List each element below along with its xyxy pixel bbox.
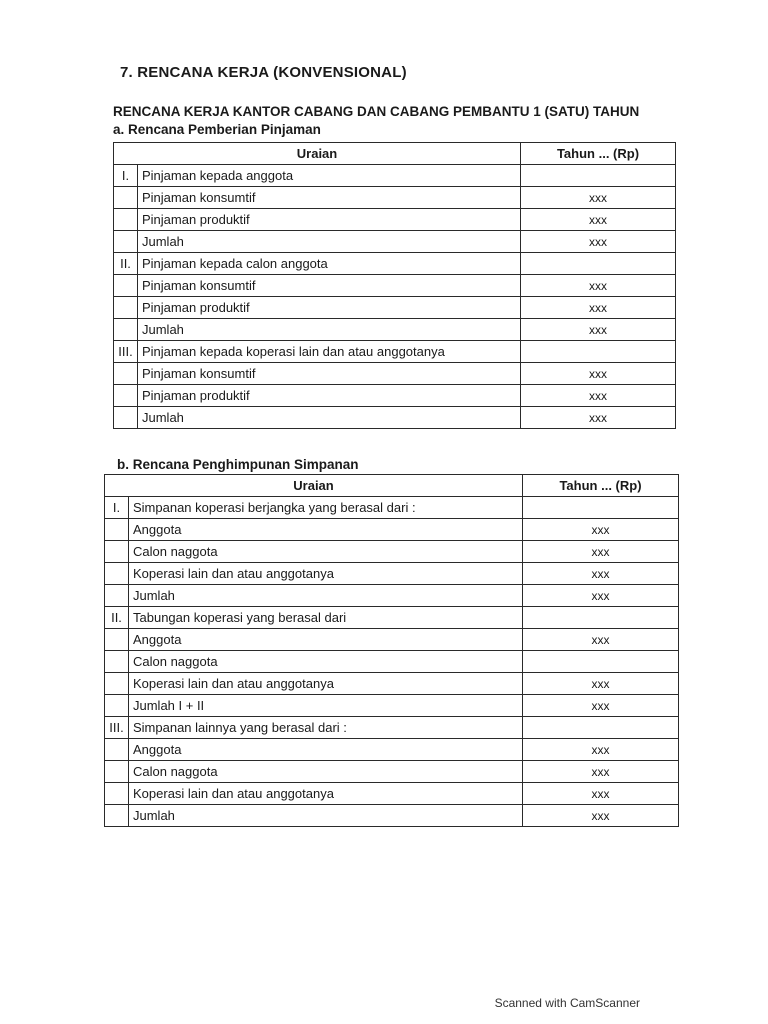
row-value: xxx [523, 629, 679, 651]
table-row [105, 585, 679, 607]
row-value [523, 651, 679, 673]
column-header-tahun: Tahun ... (Rp) [523, 475, 679, 497]
row-number [114, 209, 138, 231]
table-row [114, 253, 676, 275]
row-value: xxx [521, 407, 676, 429]
row-value: xxx [521, 231, 676, 253]
row-value: xxx [523, 761, 679, 783]
row-description: Simpanan koperasi berjangka yang berasal dari : [129, 497, 523, 519]
row-description: Simpanan lainnya yang berasal dari : [129, 717, 523, 739]
savings-plan-rows [105, 497, 679, 827]
table-row [105, 673, 679, 695]
row-number [105, 519, 129, 541]
row-description: Pinjaman produktif [138, 209, 521, 231]
row-number [105, 585, 129, 607]
row-value [523, 497, 679, 519]
section-title: 7. RENCANA KERJA (KONVENSIONAL) [120, 64, 407, 81]
row-value: xxx [523, 695, 679, 717]
row-description: Pinjaman konsumtif [138, 275, 521, 297]
row-number [114, 363, 138, 385]
row-description: Pinjaman konsumtif [138, 187, 521, 209]
table-row [105, 739, 679, 761]
row-value: xxx [521, 187, 676, 209]
table-row [105, 761, 679, 783]
row-description: Jumlah [138, 231, 521, 253]
table-row [114, 297, 676, 319]
row-value: xxx [523, 739, 679, 761]
table-row [105, 629, 679, 651]
row-description: Jumlah [138, 319, 521, 341]
table-row [105, 607, 679, 629]
row-value: xxx [521, 297, 676, 319]
row-number [105, 761, 129, 783]
row-number [114, 231, 138, 253]
row-description: Pinjaman kepada anggota [138, 165, 521, 187]
row-value: xxx [523, 673, 679, 695]
table-row [105, 695, 679, 717]
column-header-uraian: Uraian [114, 143, 521, 165]
table-header-row [105, 475, 679, 497]
table-row [105, 805, 679, 827]
table-row [114, 341, 676, 363]
row-value: xxx [521, 363, 676, 385]
row-description: Anggota [129, 519, 523, 541]
table-row [114, 209, 676, 231]
table-header-row [114, 143, 676, 165]
row-description: Anggota [129, 739, 523, 761]
row-value: xxx [521, 319, 676, 341]
row-description: Pinjaman produktif [138, 297, 521, 319]
row-number [105, 541, 129, 563]
table-row [114, 363, 676, 385]
document-subtitle: RENCANA KERJA KANTOR CABANG DAN CABANG PEMBANTU 1 (SATU) TAHUN [113, 104, 640, 119]
row-number: III. [114, 341, 138, 363]
row-description: Calon naggota [129, 761, 523, 783]
loan-plan-table [113, 142, 676, 429]
table-row [105, 717, 679, 739]
column-header-tahun: Tahun ... (Rp) [521, 143, 676, 165]
table-row [114, 385, 676, 407]
row-description: Koperasi lain dan atau anggotanya [129, 673, 523, 695]
row-value: xxx [523, 783, 679, 805]
table-row [105, 563, 679, 585]
table-row [105, 519, 679, 541]
column-header-uraian: Uraian [105, 475, 523, 497]
row-description: Jumlah [129, 805, 523, 827]
loan-plan-rows [114, 165, 676, 429]
row-number: I. [105, 497, 129, 519]
row-description: Pinjaman kepada koperasi lain dan atau anggotanya [138, 341, 521, 363]
row-value [521, 253, 676, 275]
row-number [105, 563, 129, 585]
row-value [523, 607, 679, 629]
row-description: Jumlah I + II [129, 695, 523, 717]
row-value [523, 717, 679, 739]
row-value: xxx [523, 541, 679, 563]
row-value: xxx [523, 805, 679, 827]
row-value: xxx [521, 385, 676, 407]
table-row [105, 783, 679, 805]
row-number [105, 673, 129, 695]
table-row [114, 165, 676, 187]
row-number [114, 319, 138, 341]
row-number [114, 385, 138, 407]
row-number [105, 783, 129, 805]
row-value [521, 165, 676, 187]
row-value: xxx [521, 209, 676, 231]
table-row [105, 541, 679, 563]
row-number [114, 407, 138, 429]
row-value: xxx [523, 519, 679, 541]
row-value: xxx [523, 563, 679, 585]
table-row [105, 497, 679, 519]
row-number [105, 651, 129, 673]
table-row [114, 231, 676, 253]
row-description: Anggota [129, 629, 523, 651]
row-number [105, 805, 129, 827]
row-number [114, 297, 138, 319]
row-number [114, 275, 138, 297]
row-description: Tabungan koperasi yang berasal dari [129, 607, 523, 629]
savings-plan-table [104, 474, 679, 827]
row-value [521, 341, 676, 363]
row-number: I. [114, 165, 138, 187]
table-row [114, 187, 676, 209]
table-row [114, 407, 676, 429]
row-number: II. [114, 253, 138, 275]
row-number [105, 695, 129, 717]
table-a-heading: a. Rencana Pemberian Pinjaman [113, 122, 321, 137]
scanner-watermark: Scanned with CamScanner [494, 996, 640, 1010]
row-number: III. [105, 717, 129, 739]
table-b-heading: b. Rencana Penghimpunan Simpanan [117, 457, 359, 472]
row-number: II. [105, 607, 129, 629]
row-value: xxx [521, 275, 676, 297]
row-number [105, 739, 129, 761]
table-row [114, 275, 676, 297]
row-description: Jumlah [129, 585, 523, 607]
row-description: Pinjaman produktif [138, 385, 521, 407]
row-description: Jumlah [138, 407, 521, 429]
row-description: Koperasi lain dan atau anggotanya [129, 563, 523, 585]
row-number [105, 629, 129, 651]
row-value: xxx [523, 585, 679, 607]
row-description: Calon naggota [129, 541, 523, 563]
row-description: Pinjaman kepada calon anggota [138, 253, 521, 275]
row-description: Pinjaman konsumtif [138, 363, 521, 385]
table-row [114, 319, 676, 341]
row-description: Calon naggota [129, 651, 523, 673]
row-description: Koperasi lain dan atau anggotanya [129, 783, 523, 805]
row-number [114, 187, 138, 209]
table-row [105, 651, 679, 673]
